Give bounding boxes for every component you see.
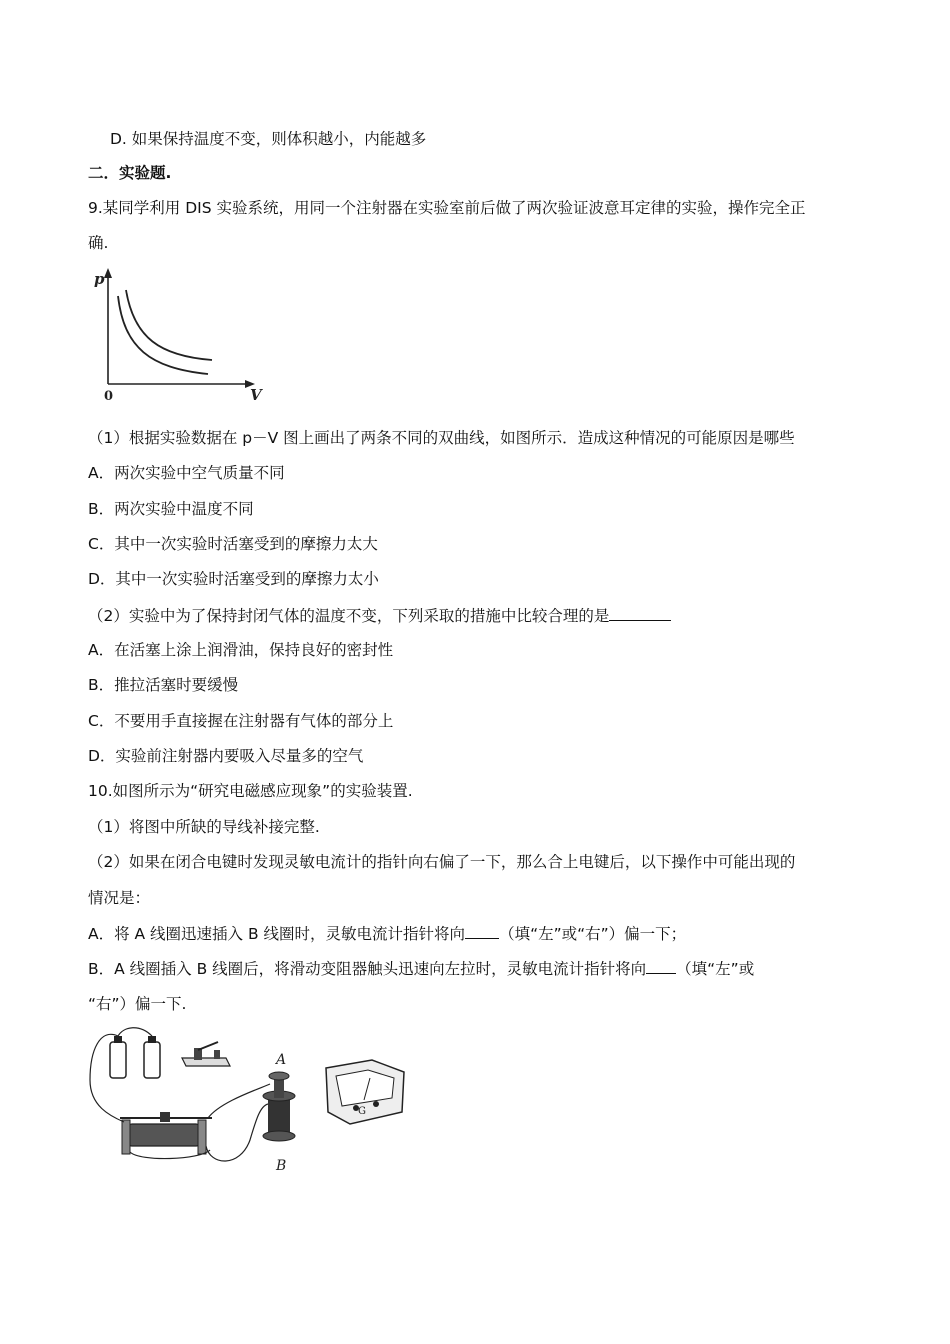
- q9-stem-line1: 9.某同学利用 DIS 实验系统，用同一个注射器在实验室前后做了两次验证波意耳定律的实验，操作完全正: [88, 199, 806, 217]
- section-title: 二．实验题.: [88, 164, 172, 182]
- induction-apparatus: [80, 1020, 410, 1180]
- pv-curve-upper: [126, 290, 212, 360]
- q10-part1: （1）将图中所缺的导线补接完整.: [88, 818, 320, 836]
- q9-part2-option-a: A．在活塞上涂上润滑油，保持良好的密封性: [88, 641, 394, 659]
- q9-part2: （2）实验中为了保持封闭气体的温度不变，下列采取的措施中比较合理的是: [88, 605, 671, 626]
- coil-b-label: B: [276, 1158, 287, 1174]
- answer-blank[interactable]: [646, 958, 676, 974]
- q9-part1-option-b: B．两次实验中温度不同: [88, 500, 254, 518]
- q9-part2-option-b: B．推拉活塞时要缓慢: [88, 676, 239, 694]
- q9-stem-line2: 确.: [88, 234, 109, 252]
- q9-part2-option-d: D．实验前注射器内要吸入尽量多的空气: [88, 747, 364, 765]
- q10-part2-line2: 情况是：: [88, 889, 151, 907]
- y-axis-arrow-icon: [104, 268, 112, 278]
- answer-blank[interactable]: [609, 605, 671, 621]
- coil-icon: [263, 1072, 295, 1141]
- pv-graph: [90, 268, 270, 408]
- answer-blank[interactable]: [465, 923, 499, 939]
- q9-part2-option-c: C．不要用手直接握在注射器有气体的部分上: [88, 712, 394, 730]
- pv-curve-lower: [118, 296, 208, 374]
- pv-graph-origin-label: 0: [104, 389, 114, 404]
- q10-option-b-cont: “右”）偏一下.: [88, 995, 187, 1013]
- q9-part1-option-c: C．其中一次实验时活塞受到的摩擦力太大: [88, 535, 378, 553]
- coil-a-label: A: [276, 1052, 287, 1068]
- option-d-prev: D. 如果保持温度不变，则体积越小，内能越多: [110, 130, 427, 148]
- q10-stem: 10.如图所示为“研究电磁感应现象”的实验装置.: [88, 782, 413, 800]
- q10-part2-line1: （2）如果在闭合电键时发现灵敏电流计的指针向右偏了一下，那么合上电键后，以下操作中可能出现的: [88, 853, 796, 871]
- battery-icon: [110, 1036, 160, 1078]
- pv-graph-v-label: V: [250, 386, 262, 404]
- galvanometer-label: G: [358, 1106, 366, 1117]
- pv-graph-p-label: p: [94, 270, 105, 288]
- q10-option-b: B．A 线圈插入 B 线圈后，将滑动变阻器触头迅速向左拉时，灵敏电流计指针将向 （填“左”或: [88, 960, 755, 978]
- q9-part1-option-d: D．其中一次实验时活塞受到的摩擦力太小: [88, 570, 379, 588]
- rheostat-icon: [120, 1112, 212, 1154]
- q10-option-a: A．将 A 线圈迅速插入 B 线圈时，灵敏电流计指针将向 （填“左”或“右”）偏一下；: [88, 925, 687, 943]
- q9-part1-option-a: A．两次实验中空气质量不同: [88, 464, 285, 482]
- switch-icon: [182, 1042, 230, 1066]
- q9-part1: （1）根据实验数据在 p－V 图上画出了两条不同的双曲线，如图所示．造成这种情况的可能原因是哪些: [88, 429, 795, 447]
